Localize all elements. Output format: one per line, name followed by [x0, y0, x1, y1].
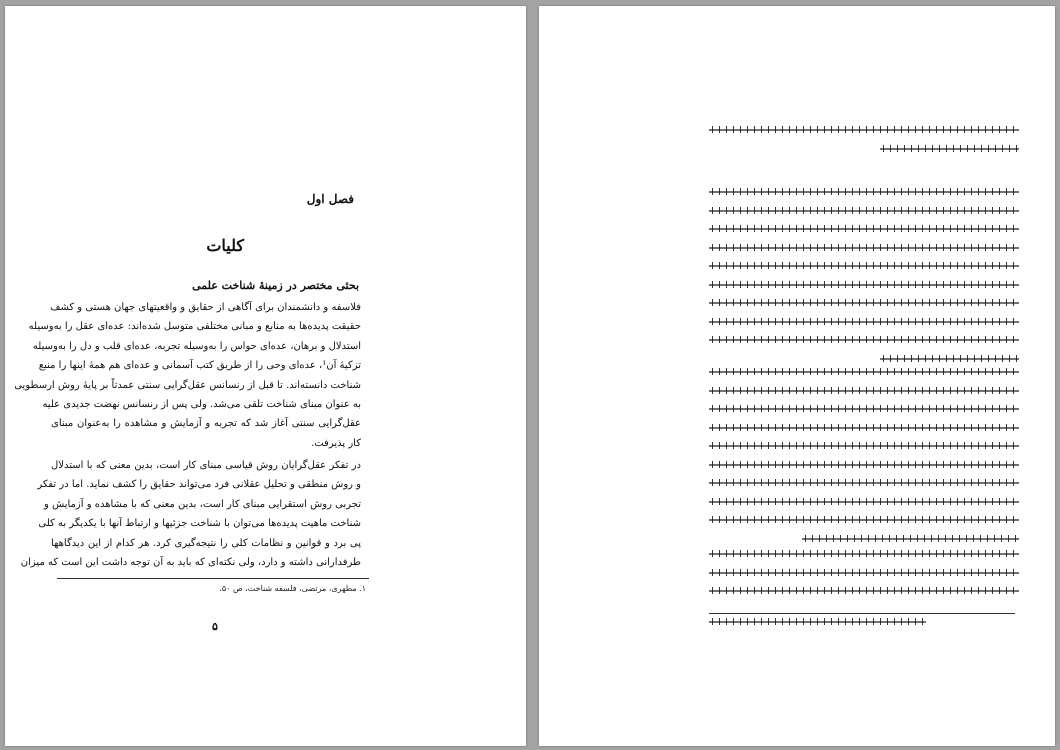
- illegible-line: [709, 548, 1019, 560]
- illegible-line: [880, 143, 1020, 155]
- paragraph-2: [20, 456, 361, 572]
- illegible-line: [709, 514, 1019, 526]
- chapter-label: فصل اول: [306, 192, 354, 206]
- left-page: [5, 6, 526, 746]
- illegible-line: [709, 440, 1019, 452]
- body-line: پی برد و قوانین و نظامات کلی را نتیجه‌گیری کرد. هر کدام از این دیدگاهها: [51, 537, 361, 549]
- right-paragraph-3: [709, 548, 1019, 604]
- illegible-line: [709, 385, 1019, 397]
- illegible-line: [709, 205, 1019, 217]
- footnote: ۱. مطهری، مرتضی، فلسفه شناخت، ص ۵۰.: [219, 584, 366, 593]
- illegible-line: [709, 297, 1019, 309]
- illegible-line: [880, 353, 1020, 365]
- illegible-line: [709, 366, 1019, 378]
- right-page: [539, 6, 1055, 746]
- body-line: کار پذیرفت.: [311, 437, 361, 449]
- illegible-line: [709, 223, 1019, 235]
- footnote-divider: [709, 613, 1015, 614]
- illegible-line: [709, 616, 926, 628]
- body-line: حقیقت پدیده‌ها به منابع و مبانی مختلفی متوسل شده‌اند: عده‌ای عقل را به‌وسیله: [28, 321, 361, 333]
- body-line: به عنوان مبنای شناخت تلقی می‌شد. ولی پس از رنسانس نهضت جدیدی علیه: [42, 398, 361, 410]
- footnote-divider: [57, 578, 369, 579]
- illegible-line: [709, 585, 1019, 597]
- body-line: طرفدارانی داشته و دارد، ولی نکته‌ای که باید به آن توجه داشت این است که میزان: [20, 556, 361, 568]
- body-line: تزکیهٔ آن¹، عده‌ای وحی را از طریق کتب آسمانی و عده‌ای هم همهٔ اینها را منبع: [38, 360, 361, 372]
- section-heading: بحثی مختصر در زمینهٔ شناخت علمی: [192, 279, 359, 292]
- illegible-line: [709, 422, 1019, 434]
- illegible-line: [709, 260, 1019, 272]
- illegible-line: [709, 477, 1019, 489]
- illegible-line: [709, 124, 1019, 136]
- body-line: در تفکر عقل‌گرایان روش قیاسی مبنای کار است، بدین معنی که با استدلال: [51, 460, 361, 471]
- right-paragraph-1: [709, 186, 1019, 371]
- illegible-line: [709, 403, 1019, 415]
- illegible-line: [709, 279, 1019, 291]
- illegible-line: [709, 316, 1019, 328]
- body-line: و روش منطقی و تحلیل عقلانی فرد می‌تواند حقایق را کشف نماید. اما در تفکر: [37, 479, 361, 491]
- right-footnote: [709, 616, 1019, 635]
- body-line: عقل‌گرایی سنتی آغاز شد که تجربه و آزمایش و مشاهده را به‌عنوان مبنای: [51, 418, 361, 430]
- illegible-line: [802, 533, 1019, 545]
- body-line: شناخت ماهیت پدیده‌ها می‌توان با شناخت جزئیها و ارتباط آنها با یکدیگر به کلی: [38, 518, 361, 530]
- illegible-line: [709, 242, 1019, 254]
- body-line: شناخت دانسته‌اند. تا قبل از رنسانس عقل‌گرایی سنتی عمدتاً بر پایهٔ روش ارسطویی: [14, 379, 361, 391]
- illegible-line: [709, 334, 1019, 346]
- right-paragraph-2: [709, 366, 1019, 551]
- chapter-title: کلیات: [206, 236, 244, 255]
- body-line: تجربی روش استقرایی مبنای کار است، بدین معنی که با مشاهده و آزمایش و: [43, 498, 361, 510]
- right-header-block: [709, 124, 1019, 161]
- body-line: استدلال و برهان، عده‌ای حواس را به‌وسیله تجربه، عده‌ای قلب و دل را به‌وسیله: [32, 340, 361, 352]
- body-line: فلاسفه و دانشمندان برای آگاهی از حقایق و واقعیتهای جهان هستی و کشف: [50, 302, 361, 313]
- illegible-line: [709, 186, 1019, 198]
- paragraph-1: [14, 298, 361, 453]
- illegible-line: [709, 496, 1019, 508]
- illegible-line: [709, 459, 1019, 471]
- page-number: ۵: [212, 620, 218, 633]
- illegible-line: [709, 567, 1019, 579]
